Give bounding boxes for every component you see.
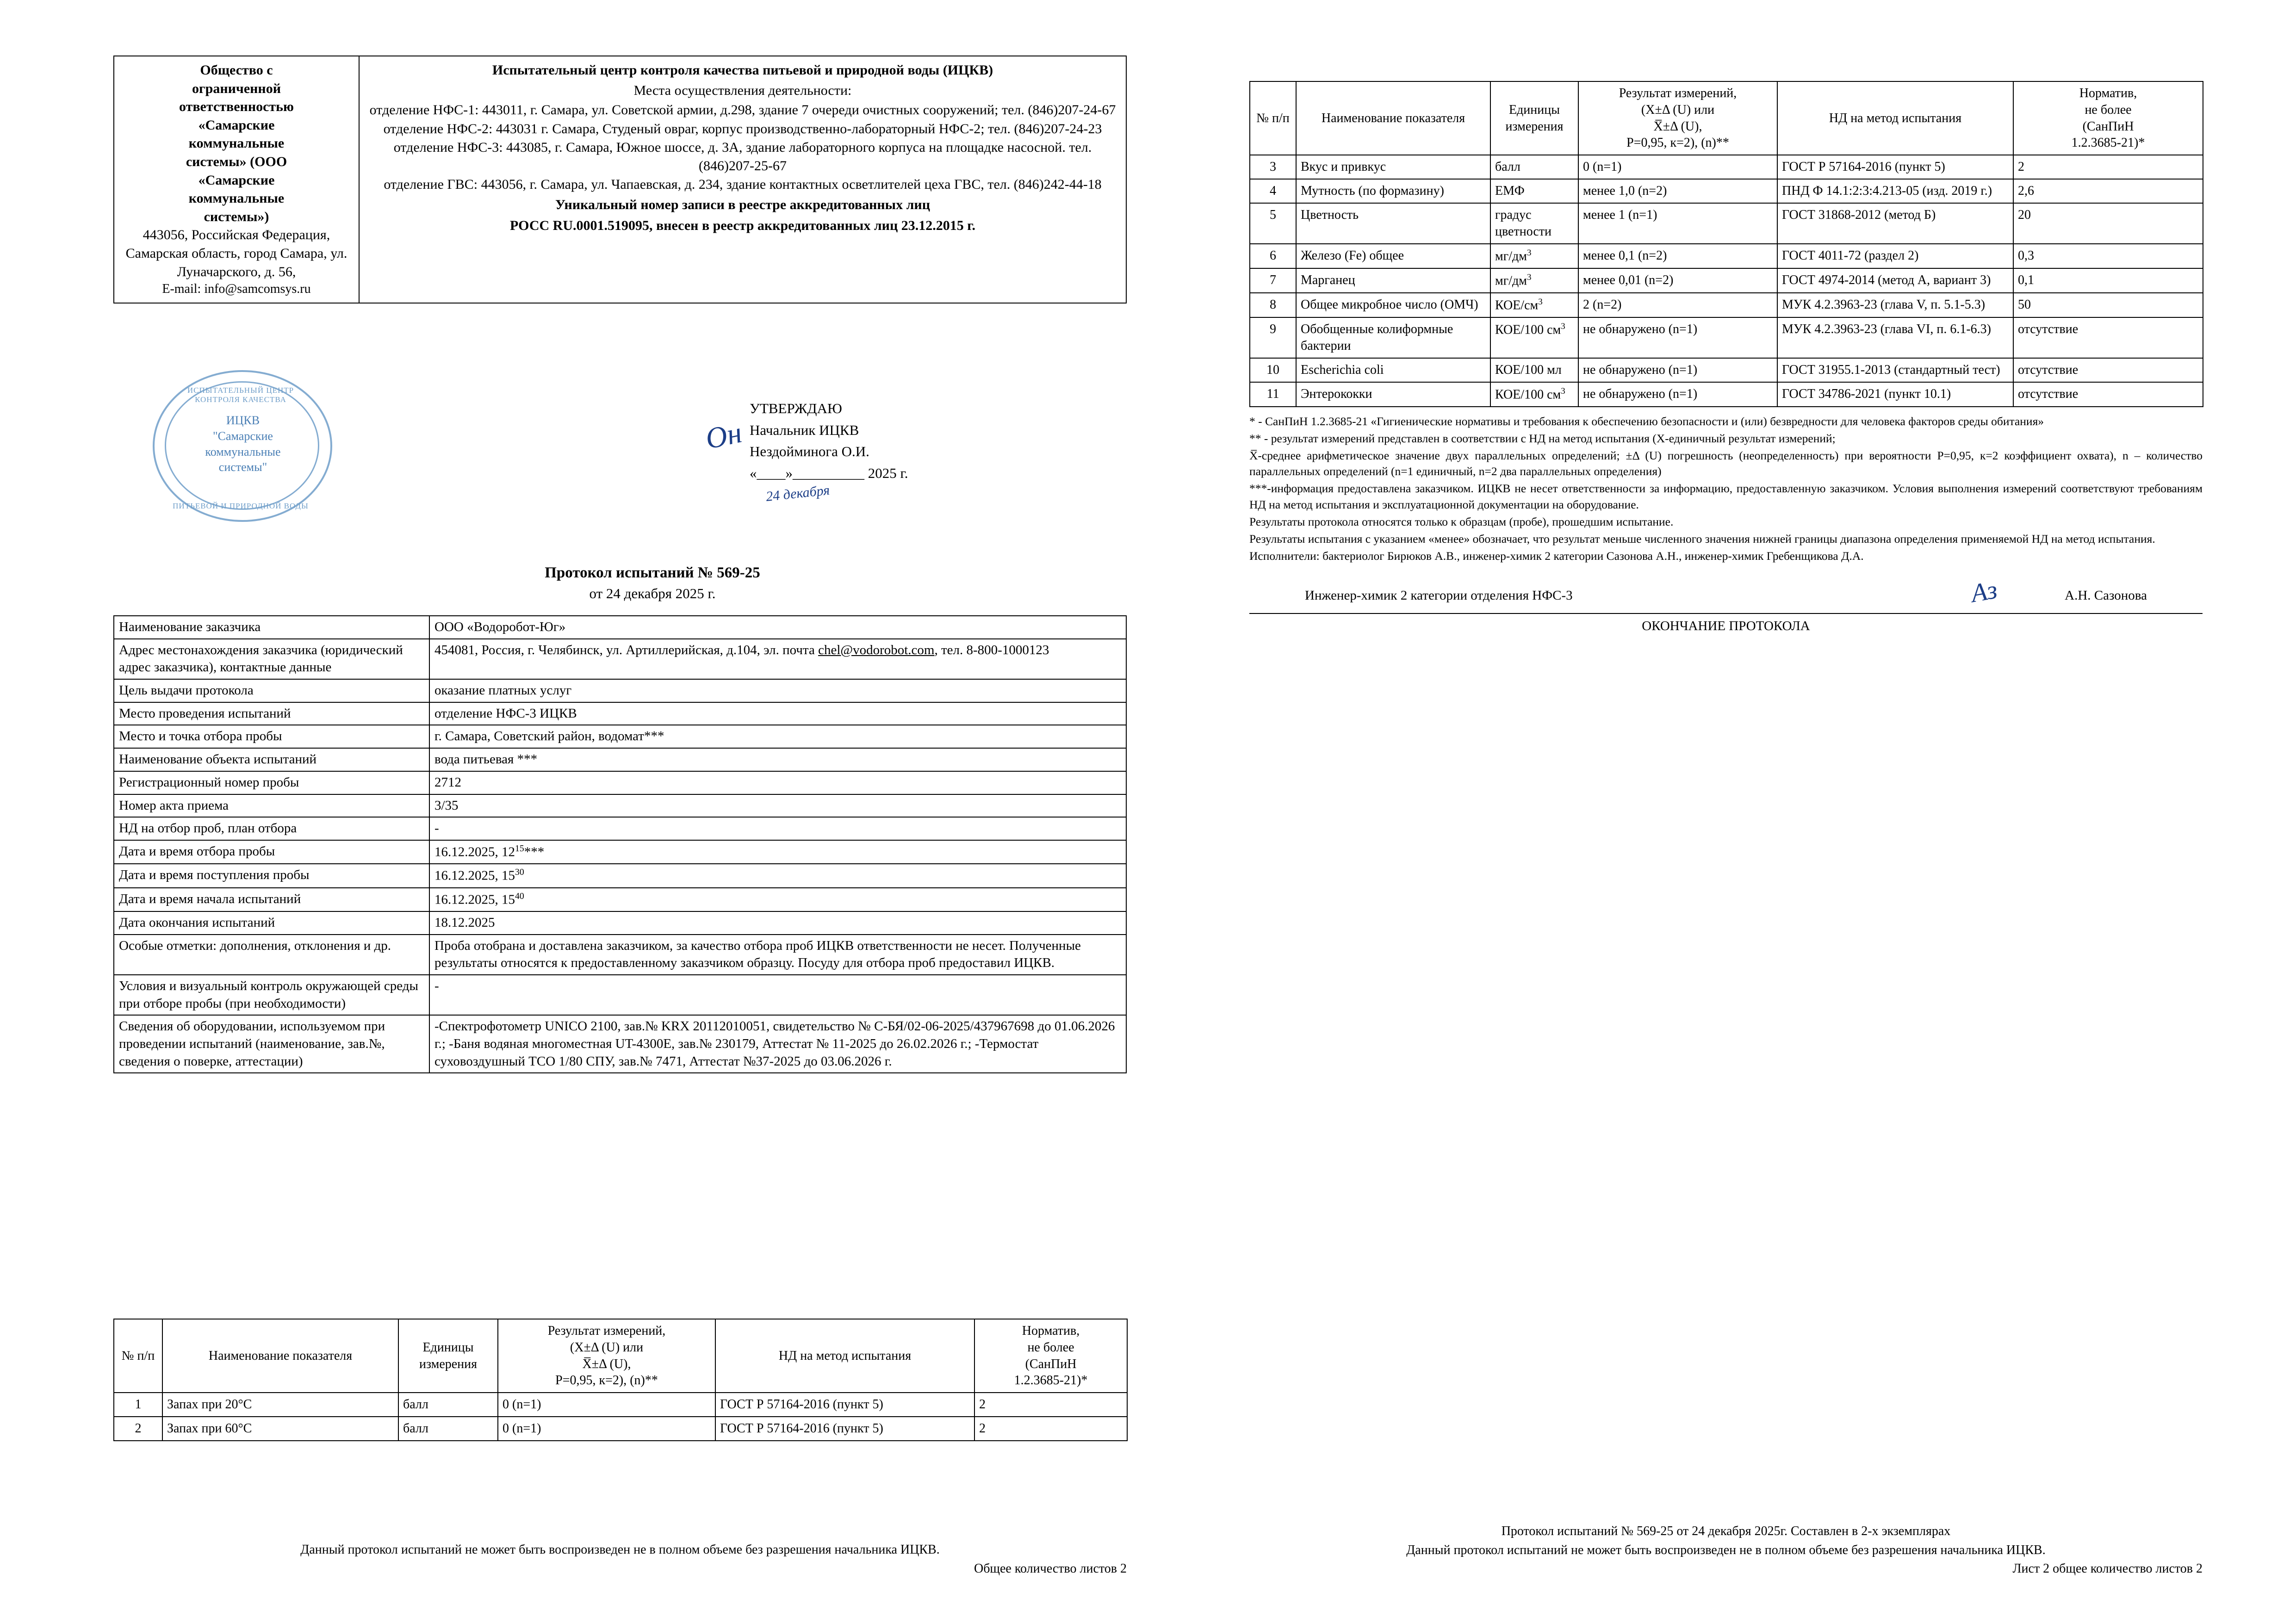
center-info-cell (359, 56, 1126, 303)
col-header-result (1578, 81, 1777, 155)
approval-word: УТВЕРЖДАЮ (750, 400, 842, 416)
sample-info-table (113, 615, 1127, 1073)
signature-rule (1249, 613, 2203, 614)
org-address: 443056, Российская Федерация, Самарская область, город Самара, ул. Луначарского, д. 56, (125, 227, 348, 279)
place-nfs3: отделение НФС-3: 443085, г. Самара, Южное шоссе, д. 3А, здание лабораторного корпуса на площадке насосной. тел. (846)207-25-67 (393, 139, 1092, 173)
row-norm: 2,6 (2013, 179, 2203, 203)
protocol-title-block (444, 562, 861, 604)
table-row (114, 935, 1126, 975)
col-header-norm-l4: 1.2.3685-21)* (2071, 136, 2145, 150)
table-row (114, 817, 1126, 840)
row-num: 1 (114, 1393, 162, 1417)
table-row (114, 975, 1126, 1015)
row-units: КОЕ/100 $см^3$ (1490, 382, 1578, 407)
row-method: ГОСТ Р 57164-2016 (пункт 5) (1777, 155, 2013, 179)
place-gvs: отделение ГВС: 443056, г. Самара, ул. Чапаевская, д. 234, здание контактных осветлителей цеха ГВС, тел. (846)242-44-18 (384, 177, 1102, 192)
row-units: балл (398, 1393, 498, 1417)
row-norm: 20 (2013, 203, 2203, 244)
col-header-norm-l3: (СанПиН (2082, 119, 2134, 134)
table-row (114, 911, 1126, 935)
col-header-result-l2: (X±Δ (U) или (1641, 102, 1715, 117)
table-row (114, 616, 1126, 639)
footnote-0: * - СанПиН 1.2.3685-21 «Гигиенические нормативы и требования к обеспечению безопасности и (или) безвредности для человека факторов среды обитания» (1249, 414, 2044, 428)
col-header-units: Единицы измерения (1490, 81, 1578, 155)
col-header-method: НД на метод испытания (1777, 81, 2013, 155)
col-header-name: Наименование показателя (1296, 81, 1490, 155)
approval-block (750, 398, 1101, 484)
info-key-15: Сведения об оборудовании, используемом при проведении испытаний (наименование, зав.№, сведения о поверке, аттестации) (114, 1015, 429, 1073)
left-page-column (113, 56, 1127, 304)
table-row (114, 794, 1126, 818)
results-table-page2 (1249, 81, 2203, 407)
approval-handwritten-date: 24 декабря (765, 482, 831, 505)
info-key-2: Цель выдачи протокола (114, 679, 429, 702)
row-indicator-name: Энтерококки (1296, 382, 1490, 407)
org-email[interactable]: E-mail: info@samcomsys.ru (162, 282, 311, 297)
info-value-2: оказание платных услуг (429, 679, 1126, 702)
customer-email-link[interactable]: chel@vodorobot.com (818, 642, 935, 657)
org-name-line-4: коммунальные (188, 136, 285, 151)
info-key-12: Дата окончания испытаний (114, 911, 429, 935)
col-header-result-l3: X̅±Δ (U), (1653, 119, 1702, 134)
footnote-2: X̅-среднее арифметическое значение двух параллельных определений; ±Δ (U) погрешность (неопределенность) при вероятности Р=0,95, к=2 коэффициент охвата), n – количество параллельных определений (n=1 единичный, n=2 два параллельных определения) (1249, 449, 2203, 478)
info-value-3: отделение НФС-3 ИЦКВ (429, 702, 1126, 725)
info-key-10: Дата и время поступления пробы (114, 864, 429, 887)
col-header-method: НД на метод испытания (715, 1319, 974, 1393)
info-value-11: 16.12.2025, $15^{40}$ (429, 888, 1126, 911)
results-table-page1 (113, 1319, 1128, 1441)
col-header-norm-l1: Норматив, (1022, 1324, 1080, 1338)
row-method: ГОСТ 4011-72 (раздел 2) (1777, 244, 2013, 268)
table-row (114, 888, 1126, 911)
row-norm: 2 (974, 1417, 1127, 1441)
stamp-arc-top: ИСПЫТАТЕЛЬНЫЙ ЦЕНТР КОНТРОЛЯ КАЧЕСТВА (187, 386, 294, 404)
row-num: 4 (1250, 179, 1296, 203)
executor-name: А.Н. Сазонова (2065, 588, 2147, 603)
org-name-line-8: системы») (204, 209, 269, 224)
col-header-norm-l2: не более (1027, 1340, 1074, 1355)
row-result: не обнаружено (n=1) (1578, 382, 1777, 407)
row-num: 8 (1250, 293, 1296, 317)
info-key-3: Место проведения испытаний (114, 702, 429, 725)
info-key-6: Регистрационный номер пробы (114, 771, 429, 794)
col-header-norm-l1: Норматив, (2079, 86, 2137, 100)
footnote-4: Результаты протокола относятся только к образцам (пробе), прошедшим испытание. (1249, 514, 1674, 528)
footnote-6: Исполнители: бактериолог Бирюков А.В., инженер-химик 2 категории Сазонова А.Н., инженер-химик Гребенщикова Д.А. (1249, 549, 1864, 563)
row-indicator-name: Мутность (по формазину) (1296, 179, 1490, 203)
row-indicator-name: Обобщенные колиформные бактерии (1296, 317, 1490, 358)
row-units: балл (398, 1417, 498, 1441)
table-row (114, 1393, 1127, 1417)
org-name-line-0: Общество с (200, 62, 273, 78)
row-result: 2 (n=2) (1578, 293, 1777, 317)
row-num: 11 (1250, 382, 1296, 407)
col-header-result-l4: Р=0,95, к=2), (n)** (555, 1373, 658, 1388)
row-indicator-name: Железо (Fe) общее (1296, 244, 1490, 268)
col-header-result (498, 1319, 715, 1393)
row-norm: 2 (974, 1393, 1127, 1417)
info-key-4: Место и точка отбора пробы (114, 725, 429, 748)
info-value-4: г. Самара, Советский район, водомат*** (429, 725, 1126, 748)
info-key-8: НД на отбор проб, план отбора (114, 817, 429, 840)
info-value-7: 3/35 (429, 794, 1126, 818)
table-row (114, 771, 1126, 794)
table-row (114, 748, 1126, 771)
approval-position: Начальник ИЦКВ (750, 421, 859, 438)
approval-name: Нездойминога О.И. (750, 443, 869, 459)
footer-page2-line2: Данный протокол испытаний не может быть воспроизведен не в полном объеме без разрешения начальника ИЦКВ. (1406, 1542, 2046, 1557)
row-method: ПНД Ф 14.1:2:3:4.213-05 (изд. 2019 г.) (1777, 179, 2013, 203)
row-num: 7 (1250, 268, 1296, 293)
stamp-line-2: коммунальные (205, 445, 281, 458)
end-of-protocol-text: ОКОНЧАНИЕ ПРОТОКОЛА (1642, 619, 1810, 634)
info-key-5: Наименование объекта испытаний (114, 748, 429, 771)
row-indicator-name: Марганец (1296, 268, 1490, 293)
table-row (1250, 317, 2203, 358)
results-header-row (114, 1319, 1127, 1393)
row-indicator-name: Запах при 20°С (162, 1393, 398, 1417)
row-units: $мг/дм^3$ (1490, 268, 1578, 293)
row-result: 0 (n=1) (498, 1393, 715, 1417)
letterhead-table (113, 56, 1127, 304)
stamp-line-0: ИЦКВ (226, 414, 260, 427)
info-value-15: -Спектрофотометр UNICO 2100, зав.№ KRX 20112010051, свидетельство № С-БЯ/02-06-2025/437967698 до 01.06.2026 г.; -Баня водяная многоместная UT-4300E, зав.№ 230179, Аттестат № 11-2025 до 26.02.2026 г.; -Термостат суховоздушный ТСО 1/80 СПУ, зав.№ 7471, Аттестат №37-2025 до 03.06.2026 г. (429, 1015, 1126, 1073)
table-row (1250, 358, 2203, 382)
place-nfs1: отделение НФС-1: 443011, г. Самара, ул. Советской армии, д.298, здание 7 очереди очистных сооружений; тел. (846)207-24-67 (369, 102, 1116, 118)
info-value-10: 16.12.2025, $15^{30}$ (429, 864, 1126, 887)
row-method: ГОСТ 31955.1-2013 (стандартный тест) (1777, 358, 2013, 382)
row-norm: отсутствие (2013, 317, 2203, 358)
col-header-result-l4: Р=0,95, к=2), (n)** (1626, 136, 1729, 150)
footer-page1 (113, 1541, 1127, 1578)
col-header-norm (974, 1319, 1127, 1393)
org-name-line-6: «Самарские (198, 172, 275, 188)
info-key-9: Дата и время отбора пробы (114, 840, 429, 864)
info-key-13: Особые отметки: дополнения, отклонения и др. (114, 935, 429, 975)
col-header-norm-l3: (СанПиН (1025, 1357, 1077, 1371)
org-name-line-5: системы» (ООО (186, 154, 287, 169)
row-norm: 50 (2013, 293, 2203, 317)
row-indicator-name: Цветность (1296, 203, 1490, 244)
row-indicator-name: Запах при 60°С (162, 1417, 398, 1441)
results-table-page1-wrapper (113, 1319, 1127, 1441)
table-row (1250, 203, 2203, 244)
protocol-subtitle: от 24 декабря 2025 г. (589, 585, 716, 602)
row-result: 0 (n=1) (498, 1417, 715, 1441)
row-indicator-name: Вкус и привкус (1296, 155, 1490, 179)
info-key-14: Условия и визуальный контроль окружающей среды при отборе пробы (при необходимости) (114, 975, 429, 1015)
table-row (1250, 293, 2203, 317)
row-num: 5 (1250, 203, 1296, 244)
footnote-5: Результаты испытания с указанием «менее» обозначает, что результат меньше численного значения нижней границы диапазона определения применяемой НД на метод испытания. (1249, 532, 2155, 545)
row-method: ГОСТ Р 57164-2016 (пункт 5) (715, 1393, 974, 1417)
row-norm: 0,1 (2013, 268, 2203, 293)
table-row (114, 840, 1126, 864)
info-value-6: 2712 (429, 771, 1126, 794)
table-row (114, 1417, 1127, 1441)
info-value-1: 454081, Россия, г. Челябинск, ул. Артиллерийская, д.104, эл. почта chel@vodorobot.com, тел. 8-800-1000123 (429, 639, 1126, 679)
info-key-1: Адрес местонахождения заказчика (юридический адрес заказчика), контактные данные (114, 639, 429, 679)
row-units: балл (1490, 155, 1578, 179)
row-result: не обнаружено (n=1) (1578, 317, 1777, 358)
row-result: 0 (n=1) (1578, 155, 1777, 179)
row-norm: отсутствие (2013, 382, 2203, 407)
row-result: не обнаружено (n=1) (1578, 358, 1777, 382)
results-header-row (1250, 81, 2203, 155)
info-value-12: 18.12.2025 (429, 911, 1126, 935)
info-value-9: 16.12.2025, $12^{15}***$ (429, 840, 1126, 864)
place-nfs2: отделение НФС-2: 443031 г. Самара, Студеный овраг, корпус производственно-лабораторный НФС-2; тел. (846)207-24-23 (383, 121, 1102, 136)
table-row (1250, 244, 2203, 268)
stamp-line-1: "Самарские (213, 429, 273, 443)
footer-page2-line1: Протокол испытаний № 569-25 от 24 декабря 2025г. Составлен в 2-х экземплярах (1501, 1524, 1951, 1538)
info-key-0: Наименование заказчика (114, 616, 429, 639)
org-name-line-7: коммунальные (188, 191, 285, 206)
row-num: 6 (1250, 244, 1296, 268)
col-header-num: № п/п (1250, 81, 1296, 155)
col-header-result-l3: X̅±Δ (U), (582, 1357, 631, 1371)
col-header-result-l2: (X±Δ (U) или (570, 1340, 644, 1355)
col-header-norm-l2: не более (2085, 102, 2132, 117)
executor-signature: Аз (1969, 575, 2000, 608)
row-num: 9 (1250, 317, 1296, 358)
stamp-center-text (180, 413, 305, 475)
results-table-page2-wrapper (1249, 81, 2203, 407)
row-method: ГОСТ 4974-2014 (метод А, вариант 3) (1777, 268, 2013, 293)
org-name-line-3: «Самарские (198, 117, 275, 133)
info-key-7: Номер акта приема (114, 794, 429, 818)
col-header-num (114, 1319, 162, 1393)
row-num: 10 (1250, 358, 1296, 382)
row-units: КОЕ/100 мл (1490, 358, 1578, 382)
table-row (1250, 382, 2203, 407)
info-value-14: - (429, 975, 1126, 1015)
approval-signature: Он (702, 415, 745, 456)
col-header-norm (2013, 81, 2203, 155)
stamp-arc-bottom: ПИТЬЕВОЙ И ПРИРОДНОЙ ВОДЫ (173, 502, 309, 510)
footer-page2-line3: Лист 2 общее количество листов 2 (2012, 1561, 2203, 1576)
row-result: менее 0,1 (n=2) (1578, 244, 1777, 268)
col-header-norm-l4: 1.2.3685-21)* (1014, 1373, 1088, 1388)
footnote-3: ***-информация предоставлена заказчиком. ИЦКВ не несет ответственности за информацию, предоставленную заказчиком. Условия выполнения измерений соответствуют требованиям НД на метод испытания и эксплуатационной документации на оборудование. (1249, 482, 2203, 511)
info-value-0: ООО «Водоробот-Юг» (429, 616, 1126, 639)
row-norm: 2 (2013, 155, 2203, 179)
organization-cell (114, 56, 359, 303)
row-units: КОЕ/$см^3$ (1490, 293, 1578, 317)
row-num: 3 (1250, 155, 1296, 179)
table-row (114, 725, 1126, 748)
table-row (114, 639, 1126, 679)
row-units: ЕМФ (1490, 179, 1578, 203)
info-value-8: - (429, 817, 1126, 840)
table-row (114, 1015, 1126, 1073)
row-norm: отсутствие (2013, 358, 2203, 382)
row-method: МУК 4.2.3963-23 (глава V, п. 5.1-5.3) (1777, 293, 2013, 317)
table-row (1250, 268, 2203, 293)
col-header-units: Единицы измерения (398, 1319, 498, 1393)
places-label: Места осуществления деятельности: (633, 83, 852, 99)
row-method: МУК 4.2.3963-23 (глава VI, п. 6.1-6.3) (1777, 317, 2013, 358)
row-num: 2 (114, 1417, 162, 1441)
row-result: менее 1 (n=1) (1578, 203, 1777, 244)
row-method: ГОСТ 34786-2021 (пункт 10.1) (1777, 382, 2013, 407)
col-header-result-l1: Результат измерений, (547, 1324, 666, 1338)
col-header-result-l1: Результат измерений, (1619, 86, 1737, 100)
org-name-line-2: ответственностью (179, 99, 294, 115)
col-header-num-text: № п/п (121, 1348, 155, 1363)
col-header-name: Наименование показателя (162, 1319, 398, 1393)
info-key-11: Дата и время начала испытаний (114, 888, 429, 911)
right-page-column (1249, 81, 2203, 657)
footer-page1-line2: Общее количество листов 2 (974, 1561, 1127, 1576)
row-units: $мг/дм^3$ (1490, 244, 1578, 268)
row-method: ГОСТ Р 57164-2016 (пункт 5) (715, 1417, 974, 1441)
table-row (1250, 179, 2203, 203)
approval-date-line: «____»__________ 2025 г. (750, 465, 908, 481)
stamp-line-3: системы" (218, 460, 267, 474)
accreditation-line-2: РОСС RU.0001.519095, внесен в реестр аккредитованных лиц 23.12.2015 г. (509, 217, 975, 233)
row-result: менее 0,01 (n=2) (1578, 268, 1777, 293)
footnotes-block (1249, 414, 2203, 564)
table-row (1250, 155, 2203, 179)
row-indicator-name: Escherichia coli (1296, 358, 1490, 382)
row-result: менее 1,0 (n=2) (1578, 179, 1777, 203)
org-name-line-1: ограниченной (192, 81, 281, 96)
protocol-title: Протокол испытаний № 569-25 (545, 564, 760, 581)
executor-role: Инженер-химик 2 категории отделения НФС-3 (1305, 588, 1573, 603)
footer-page1-line1: Данный протокол испытаний не может быть воспроизведен не в полном объеме без разрешения начальника ИЦКВ. (300, 1542, 940, 1557)
row-units: КОЕ/100 $см^3$ (1490, 317, 1578, 358)
row-method: ГОСТ 31868-2012 (метод Б) (1777, 203, 2013, 244)
table-row (114, 864, 1126, 887)
row-units: градус цветности (1490, 203, 1578, 244)
center-title: Испытательный центр контроля качества питьевой и природной воды (ИЦКВ) (492, 62, 993, 78)
official-stamp (153, 370, 333, 523)
executor-signature-block (1249, 575, 2203, 657)
table-row (114, 679, 1126, 702)
footer-page2 (1249, 1522, 2203, 1579)
accreditation-line-1: Уникальный номер записи в реестре аккредитованных лиц (555, 197, 930, 213)
sample-info-wrapper (113, 615, 1127, 1073)
table-row (114, 702, 1126, 725)
footnote-1: ** - результат измерений представлен в соответствии с НД на метод испытания (Х-единичный результат измерений; (1249, 431, 1836, 445)
info-value-13: Проба отобрана и доставлена заказчиком, за качество отбора проб ИЦКВ ответственности не несет. Полученные результаты относятся к предоставленному заказчиком образцу. Посуду для отбора проб предоставил ИЦКВ. (429, 935, 1126, 975)
row-indicator-name: Общее микробное число (ОМЧ) (1296, 293, 1490, 317)
row-norm: 0,3 (2013, 244, 2203, 268)
info-value-5: вода питьевая *** (429, 748, 1126, 771)
